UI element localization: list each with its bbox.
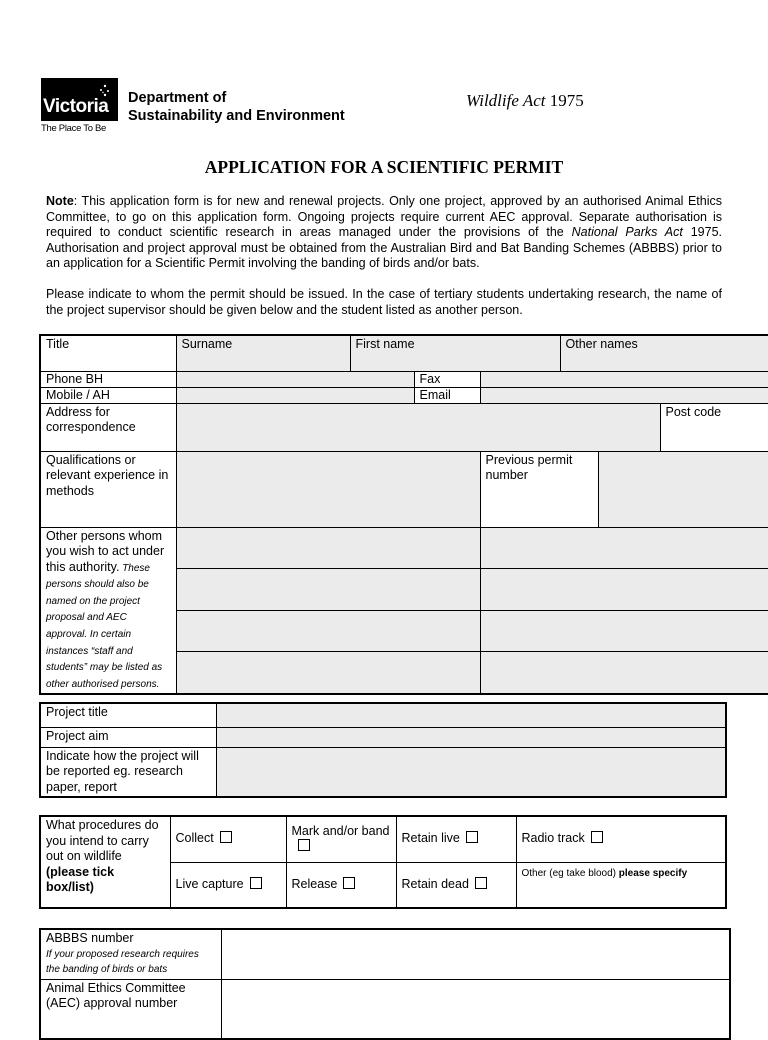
collect-option[interactable]: Collect [170, 816, 286, 862]
mark-band-checkbox[interactable] [298, 839, 310, 851]
address-label: Address for correspondence [40, 403, 176, 451]
applicant-details-table [39, 334, 768, 695]
act-reference: Wildlife Act 1975 [466, 91, 584, 110]
project-aim-label: Project aim [40, 727, 216, 747]
abbbs-number-label: ABBBS number If your proposed research requires the banding of birds or bats [40, 929, 221, 979]
mobile-ah-field[interactable] [176, 387, 414, 403]
radio-track-checkbox[interactable] [591, 831, 603, 843]
email-label: Email [414, 387, 480, 403]
other-person-name-2[interactable] [176, 569, 480, 611]
post-code-field[interactable]: Post code [660, 403, 768, 451]
retain-live-checkbox[interactable] [466, 831, 478, 843]
live-capture-checkbox[interactable] [250, 877, 262, 889]
reporting-label: Indicate how the project will be reported eg. research paper, report [40, 747, 216, 797]
abbbs-number-field[interactable] [221, 929, 730, 979]
other-person-detail-3[interactable] [480, 611, 768, 652]
reporting-field[interactable] [216, 747, 726, 797]
email-field[interactable] [480, 387, 768, 403]
fax-label: Fax [414, 371, 480, 387]
surname-field[interactable]: Surname [176, 335, 350, 371]
victoria-logo [41, 78, 121, 136]
phone-bh-label: Phone BH [40, 371, 176, 387]
mobile-ah-label: Mobile / AH [40, 387, 176, 403]
retain-dead-checkbox[interactable] [475, 877, 487, 889]
release-option[interactable]: Release [286, 862, 396, 908]
procedures-table [39, 815, 727, 909]
first-name-field[interactable]: First name [350, 335, 560, 371]
radio-track-option[interactable]: Radio track [516, 816, 726, 862]
other-names-field[interactable]: Other names [560, 335, 768, 371]
release-checkbox[interactable] [343, 877, 355, 889]
address-field[interactable] [176, 403, 660, 451]
retain-dead-option[interactable]: Retain dead [396, 862, 516, 908]
qualifications-label: Qualifications or relevant experience in methods [40, 451, 176, 527]
other-person-detail-2[interactable] [480, 569, 768, 611]
logo-tagline: The Place To Be [41, 123, 107, 134]
instruction-paragraph: Please indicate to whom the permit should be issued. In the case of tertiary students undertaking research, the name of the project supervisor should be given below and the student listed as another person. [46, 287, 722, 317]
other-persons-label: Other persons whom you wish to act under this authority. These persons should also be named on the project proposal and AEC approval. In certain instances “staff and students” may be listed as other authorised persons. [40, 527, 176, 694]
project-details-table [39, 702, 727, 798]
department-name: Department of Sustainability and Environment [128, 90, 345, 124]
title-label: Title [40, 335, 176, 371]
form-title: APPLICATION FOR A SCIENTIFIC PERMIT [204, 157, 564, 177]
retain-live-option[interactable]: Retain live [396, 816, 516, 862]
project-title-label: Project title [40, 703, 216, 727]
other-person-name-4[interactable] [176, 652, 480, 695]
procedures-question: What procedures do you intend to carry out on wildlife (please tick box/list) [40, 816, 170, 908]
project-aim-field[interactable] [216, 727, 726, 747]
previous-permit-field[interactable] [598, 451, 768, 527]
other-person-detail-1[interactable] [480, 527, 768, 569]
logo-word: Victoria [43, 96, 109, 117]
qualifications-field[interactable] [176, 451, 480, 527]
note-paragraph: Note: This application form is for new and renewal projects. Only one project, approved by an authorised Animal Ethics Committee, to go on this application form. Ongoing projects require current AEC approval. Separate authorisation is required to conduct scientific research in areas managed under the provisions of the National Parks Act 1975. Authorisation and project approval must be obtained from the Australian Bird and Bat Banding Schemes (ABBBS) prior to an application for a Scientific Permit involving the banding of birds and/or bats. [46, 194, 723, 271]
mark-band-option[interactable]: Mark and/or band [286, 816, 396, 862]
phone-bh-field[interactable] [176, 371, 414, 387]
aec-number-label: Animal Ethics Committee (AEC) approval number [40, 979, 221, 1039]
live-capture-option[interactable]: Live capture [170, 862, 286, 908]
aec-number-field[interactable] [221, 979, 730, 1039]
fax-field[interactable] [480, 371, 768, 387]
other-person-name-3[interactable] [176, 611, 480, 652]
project-title-field[interactable] [216, 703, 726, 727]
other-person-name-1[interactable] [176, 527, 480, 569]
collect-checkbox[interactable] [220, 831, 232, 843]
other-person-detail-4[interactable] [480, 652, 768, 695]
previous-permit-label: Previous permit number [480, 451, 598, 527]
other-procedure-field[interactable]: Other (eg take blood) please specify [516, 862, 726, 908]
abbbs-aec-table [39, 928, 731, 1040]
